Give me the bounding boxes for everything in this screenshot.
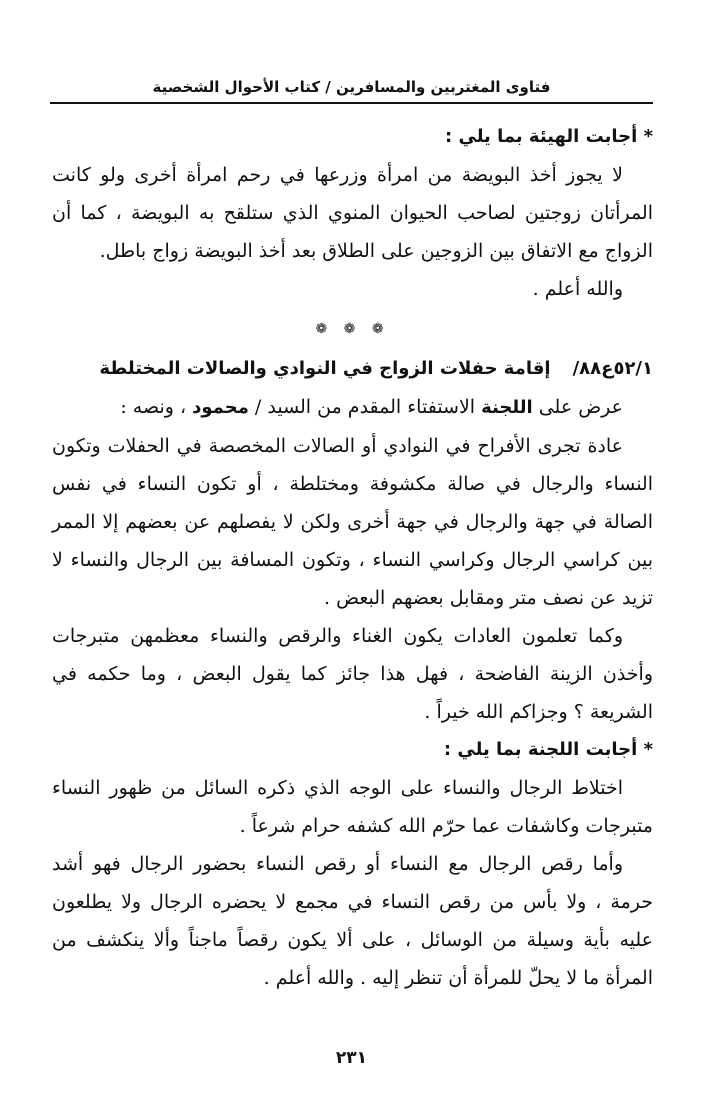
fatwa-intro — [52, 388, 653, 427]
question-paragraph-2: وكما تعلمون العادات يكون الغناء والرقص والنساء معظمهن متبرجات وأخذن الزينة الفاضحة ، فهل هذا جائز كما يقول البعض ، وما حكمه في الشريعة ؟ وجزاكم الله خيراً . — [52, 625, 653, 723]
page-number: ٢٣١ — [335, 1048, 368, 1068]
ornament-icon: ❁ — [315, 321, 334, 337]
ornament-icon: ❁ — [343, 321, 362, 337]
intro-pre: عرض على — [538, 396, 623, 418]
header-rule — [50, 102, 653, 104]
answer-heading-1: * أجابت الهيئة بما يلي : — [445, 126, 653, 147]
answer-heading-2: * أجابت اللجنة بما يلي : — [443, 739, 653, 760]
intro-committee: اللجنة — [481, 397, 533, 418]
running-header: فتاوى المغتربين والمسافرين / كتاب الأحوال الشخصية — [152, 78, 551, 96]
intro-post: ، ونصه : — [120, 396, 187, 418]
intro-mid: الاستفتاء المقدم من السيد / — [254, 396, 476, 418]
intro-name: محمود — [192, 397, 249, 418]
fatwa-title: إقامة حفلات الزواج في النوادي والصالات المختلطة — [99, 358, 551, 379]
fatwa-reference: ٥٢/١ع٨٨/ — [572, 358, 653, 379]
answer-1-paragraph-1: لا يجوز أخذ البويضة من امرأة وزرعها في رحم امرأة أخرى ولو كانت المرأتان زوجتين لصاحب الحيوان المنوي الذي ستلقح به البويضة ، كما أن الزواج مع الاتفاق بين الزوجين على الطلاق بعد أخذ البويضة زواج باطل. — [52, 164, 653, 262]
answer-2-paragraph-2: وأما رقص الرجال مع النساء أو رقص النساء بحضور الرجال فهو أشد حرمة ، ولا بأس من رقص النساء في مجمع لا يحضره الرجال ولا يطلعون عليه بأية وسيلة من الوسائل ، على ألا يكون رقصاً ماجناً وألا ينكشف من المرأة ما لا يحلّ للمرأة أن تنظر إليه . والله أعلم . — [52, 853, 653, 989]
page-content — [52, 118, 653, 997]
answer-1-closing: والله أعلم . — [532, 278, 623, 300]
ornament-icon: ❁ — [371, 321, 390, 337]
answer-2-paragraph-1: اختلاط الرجال والنساء على الوجه الذي ذكره السائل من ظهور النساء متبرجات وكاشفات عما حرّم الله كشفه حرام شرعاً . — [52, 777, 653, 837]
section-ornament — [52, 310, 653, 348]
fatwa-title-row — [52, 350, 653, 388]
question-paragraph-1: عادة تجرى الأفراح في النوادي أو الصالات المخصصة في الحفلات وتكون النساء والرجال في صالة مكشوفة ومختلطة ، أو تكون النساء في نفس الصالة في جهة والرجال في جهة أخرى ولكن لا يفصلهم عن بعضهم إلا الممر بين كراسي الرجال وكراسي النساء ، وتكون المسافة بين الرجال والنساء لا تزيد عن نصف متر ومقابل بعضهم البعض . — [52, 435, 653, 609]
